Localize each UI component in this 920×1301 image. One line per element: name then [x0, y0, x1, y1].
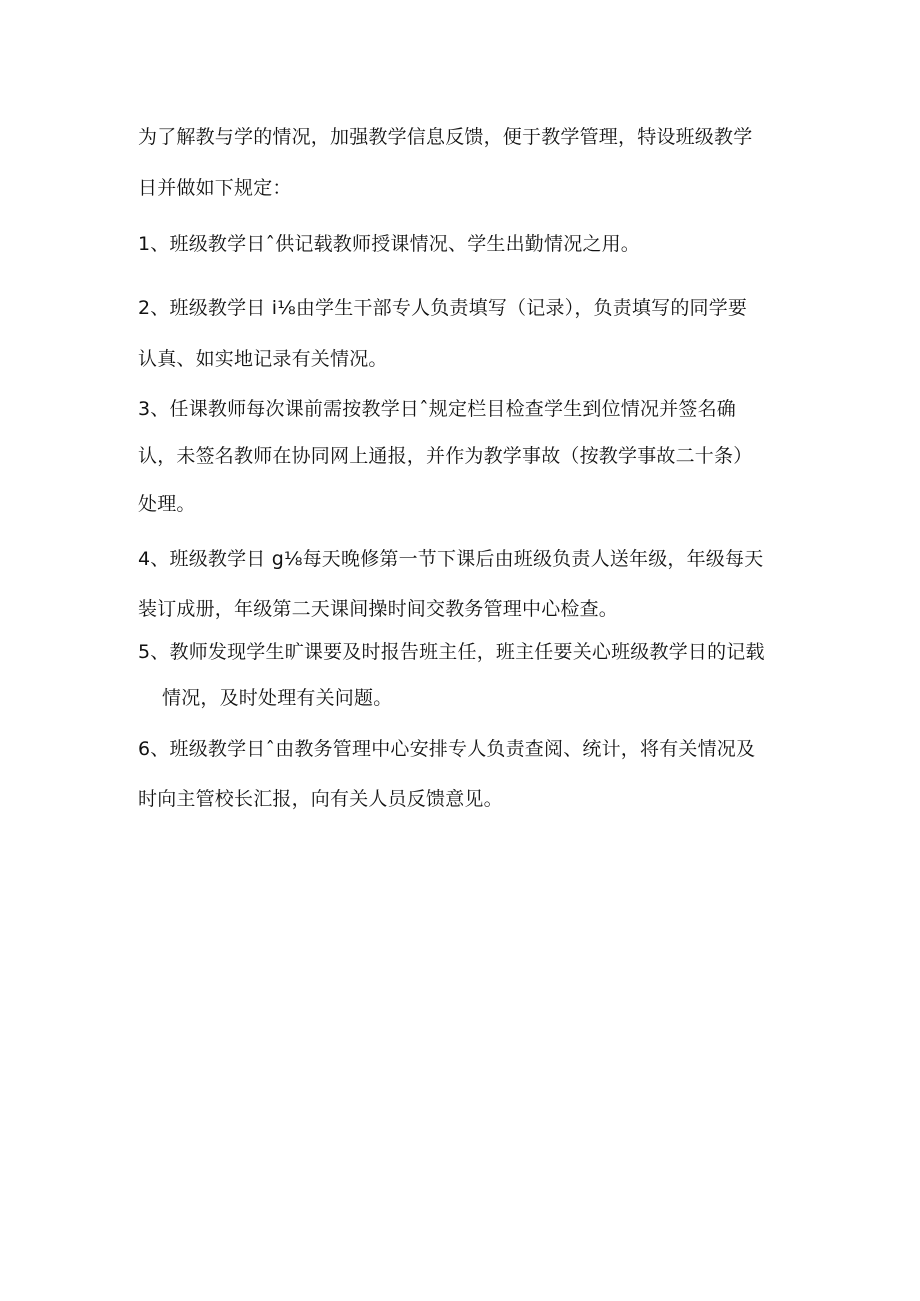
rule-line: 认，未签名教师在协同网上通报，并作为教学事故（按教学事故二十条） [138, 445, 753, 467]
intro-line: 为了解教与学的情况，加强教学信息反馈，便于教学管理，特设班级教学 [138, 126, 753, 148]
rule-line: 2、班级教学日 i⅛由学生干部专人负责填写（记录），负责填写的同学要 [138, 297, 748, 319]
rule-line: 时向主管校长汇报，向有关人员反馈意见。 [138, 788, 503, 810]
rule-line: 情况，及时处理有关问题。 [162, 687, 393, 709]
rule-line: 6、班级教学日ˆ由教务管理中心安排专人负责查阅、统计，将有关情况及 [138, 738, 756, 760]
rule-line: 5、教师发现学生旷课要及时报告班主任，班主任要关心班级教学日的记载 [138, 641, 765, 663]
rule-line: 处理。 [138, 493, 196, 515]
intro-line: 日并做如下规定： [138, 177, 292, 199]
rule-line: 装订成册，年级第二天课间操时间交教务管理中心检查。 [138, 598, 619, 620]
rule-line: 认真、如实地记录有关情况。 [138, 348, 388, 370]
rule-line: 4、班级教学日 g⅛每天晚修第一节下课后由班级负责人送年级，年级每天 [138, 548, 764, 570]
rule-line: 3、任课教师每次课前需按教学日ˆ规定栏目检查学生到位情况并签名确 [138, 398, 736, 420]
rule-line: 1、班级教学日ˆ供记载教师授课情况、学生出勤情况之用。 [138, 233, 640, 255]
